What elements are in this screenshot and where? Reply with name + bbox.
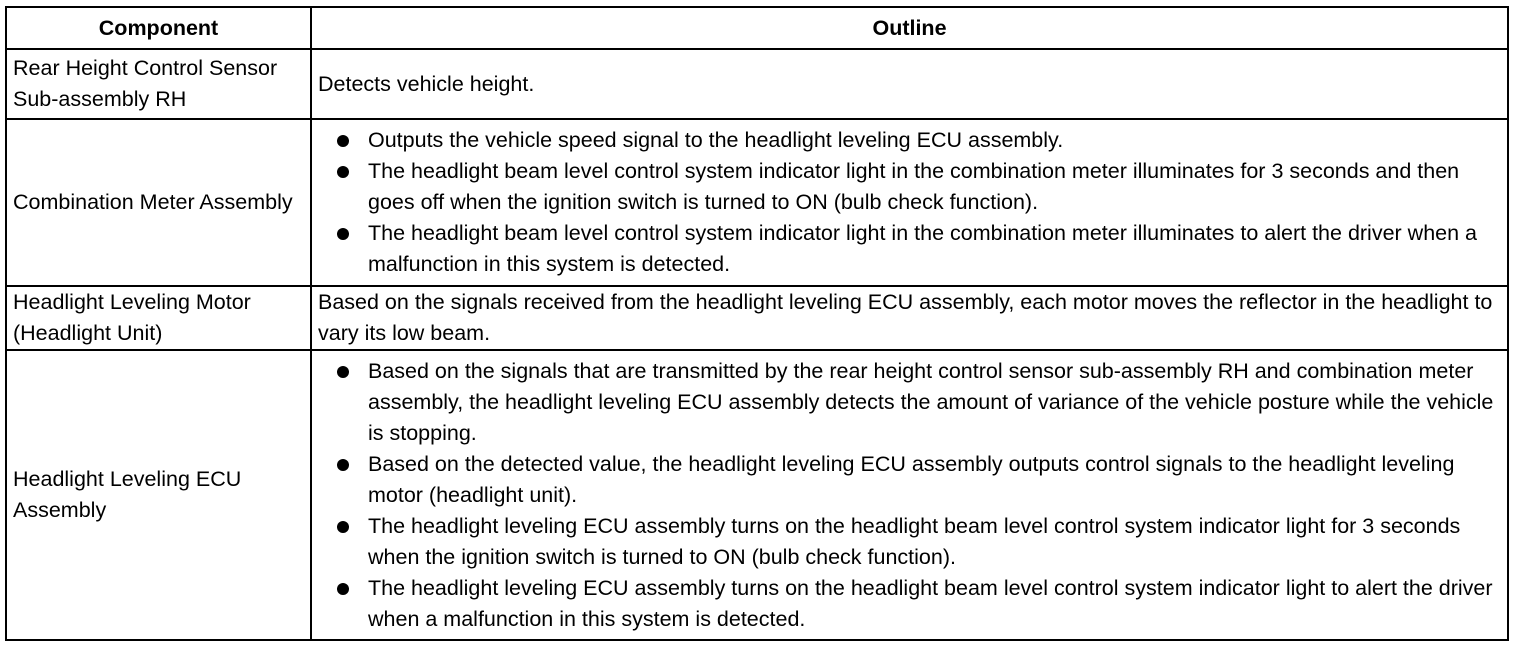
bullet-icon bbox=[337, 521, 349, 533]
outline-cell: Based on the signals received from the headlight leveling ECU assembly, each motor moves the reflector in the headlight to vary its low beam. bbox=[311, 286, 1508, 350]
outline-cell: Detects vehicle height. bbox=[311, 49, 1508, 119]
list-item bbox=[330, 356, 1503, 449]
component-cell: Combination Meter Assembly bbox=[6, 119, 311, 286]
bullet-icon bbox=[337, 459, 349, 471]
list-item bbox=[330, 573, 1503, 635]
component-outline-table bbox=[5, 6, 1509, 641]
bullet-text: Outputs the vehicle speed signal to the headlight leveling ECU assembly. bbox=[368, 128, 1064, 152]
bullet-text: The headlight beam level control system indicator light in the combination meter illuminates for 3 seconds and then goes off when the ignition switch is turned to ON (bulb check function). bbox=[368, 159, 1460, 214]
bullet-icon bbox=[337, 366, 349, 378]
table-row bbox=[6, 286, 1508, 350]
bullet-text: The headlight leveling ECU assembly turns on the headlight beam level control system indicator light to alert the driver when a malfunction in this system is detected. bbox=[368, 575, 1493, 631]
list-item bbox=[330, 156, 1503, 218]
outline-cell bbox=[311, 350, 1508, 640]
list-item bbox=[330, 218, 1503, 280]
component-cell: Rear Height Control Sensor Sub-assembly RH bbox=[6, 49, 311, 119]
bullet-text: The headlight leveling ECU assembly turns on the headlight beam level control system indicator light for 3 seconds when the ignition switch is turned to ON (bulb check function). bbox=[368, 513, 1461, 569]
bullet-list bbox=[330, 356, 1503, 635]
bullet-text: Based on the detected value, the headlight leveling ECU assembly outputs control signals to the headlight leveling motor (headlight unit). bbox=[368, 451, 1455, 507]
list-item bbox=[330, 449, 1503, 511]
bullet-icon bbox=[337, 583, 349, 595]
bullet-text: Based on the signals that are transmitted by the rear height control sensor sub-assembly RH and combination meter assembly, the headlight leveling ECU assembly detects the amount of variance of the vehicle posture while the vehicle is stopping. bbox=[368, 358, 1494, 445]
header-row bbox=[6, 7, 1508, 49]
bullet-icon bbox=[337, 166, 349, 178]
list-item bbox=[330, 511, 1503, 573]
header-outline: Outline bbox=[311, 7, 1508, 49]
list-item bbox=[330, 125, 1503, 156]
component-cell: Headlight Leveling Motor (Headlight Unit) bbox=[6, 286, 311, 350]
component-cell: Headlight Leveling ECU Assembly bbox=[6, 350, 311, 640]
bullet-icon bbox=[337, 228, 349, 240]
outline-cell bbox=[311, 119, 1508, 286]
bullet-icon bbox=[337, 135, 349, 147]
bullet-list bbox=[330, 125, 1503, 280]
header-component: Component bbox=[6, 7, 311, 49]
table-row bbox=[6, 49, 1508, 119]
bullet-text: The headlight beam level control system indicator light in the combination meter illuminates to alert the driver when a malfunction in this system is detected. bbox=[368, 221, 1478, 276]
table-row bbox=[6, 119, 1508, 286]
table-row bbox=[6, 350, 1508, 640]
